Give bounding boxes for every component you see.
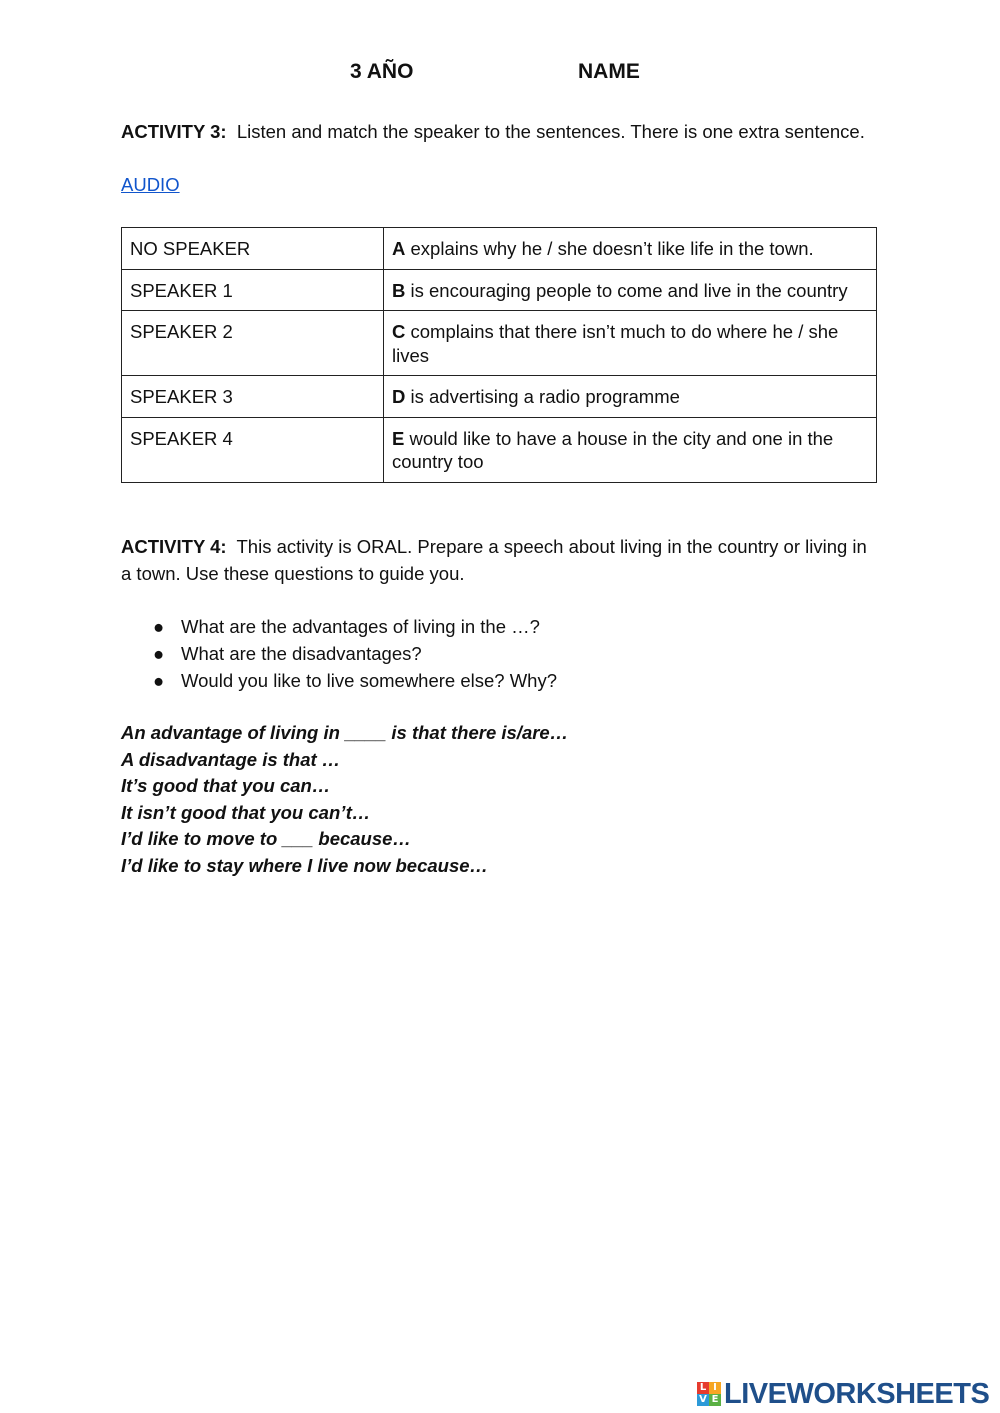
liveworksheets-logo-icon bbox=[697, 1382, 721, 1406]
sentence-text: would like to have a house in the city and one in the country too bbox=[392, 427, 834, 472]
liveworksheets-watermark bbox=[697, 1378, 989, 1410]
watermark-text: LIVEWORKSHEETS bbox=[724, 1377, 990, 1410]
phrase-line: A disadvantage is that … bbox=[121, 748, 341, 770]
question-text: What are the disadvantages? bbox=[181, 643, 422, 664]
question-text: Would you like to live somewhere else? Why? bbox=[181, 670, 557, 691]
activity-3-text: Listen and match the speaker to the sentences. There is one extra sentence. bbox=[236, 121, 865, 142]
sentence-cell bbox=[384, 417, 877, 482]
table-row bbox=[122, 311, 877, 376]
sentence-cell bbox=[384, 311, 877, 376]
table-row bbox=[122, 376, 877, 418]
activity-3-label: ACTIVITY 3: bbox=[121, 121, 227, 142]
activity-3-instructions bbox=[121, 119, 881, 145]
sentence-letter: C bbox=[392, 321, 406, 342]
sentence-letter: E bbox=[392, 427, 405, 449]
sentence-letter: A bbox=[392, 238, 406, 259]
phrase-line: An advantage of living in ____ is that there is/are… bbox=[121, 722, 569, 743]
list-item bbox=[121, 667, 557, 694]
activity-4-text: This activity is ORAL. Prepare a speech about living in the country or living in a town. Use these questions to guide you. bbox=[121, 536, 867, 584]
bullet-icon: ● bbox=[153, 643, 165, 664]
table-row bbox=[122, 228, 877, 270]
matching-table bbox=[121, 227, 877, 483]
list-item bbox=[121, 613, 557, 640]
activity-4-label: ACTIVITY 4: bbox=[121, 536, 227, 557]
sentence-cell bbox=[384, 228, 877, 270]
useful-phrases bbox=[121, 720, 568, 879]
sentence-letter: D bbox=[392, 386, 406, 407]
list-item bbox=[121, 640, 557, 667]
phrase-line: I’d like to stay where I live now because… bbox=[121, 854, 489, 876]
speaker-cell: SPEAKER 3 bbox=[122, 376, 384, 418]
audio-link[interactable]: AUDIO bbox=[121, 174, 180, 195]
sentence-text: complains that there isn’t much to do where he / she lives bbox=[392, 321, 839, 366]
grade-label: 3 AÑO bbox=[350, 60, 414, 83]
phrase-line: It isn’t good that you can’t… bbox=[121, 801, 371, 823]
sentence-letter: B bbox=[392, 279, 406, 301]
speaker-cell: SPEAKER 1 bbox=[122, 269, 384, 311]
phrase-line: I’d like to move to ___ because… bbox=[121, 828, 411, 849]
activity-4-instructions bbox=[121, 533, 881, 587]
guide-questions-list bbox=[121, 613, 557, 694]
worksheet-header bbox=[0, 60, 1000, 90]
logo-letter: L bbox=[697, 1382, 709, 1394]
table-row bbox=[122, 269, 877, 311]
bullet-icon: ● bbox=[153, 670, 165, 691]
sentence-cell bbox=[384, 269, 877, 311]
sentence-text: explains why he / she doesn’t like life in the town. bbox=[410, 238, 814, 259]
sentence-text: is advertising a radio programme bbox=[410, 386, 680, 407]
logo-letter: V bbox=[697, 1394, 709, 1406]
speaker-cell: NO SPEAKER bbox=[122, 228, 384, 270]
logo-letter: I bbox=[709, 1382, 721, 1394]
phrase-line: It’s good that you can… bbox=[121, 775, 331, 796]
sentence-cell bbox=[384, 376, 877, 418]
question-text: What are the advantages of living in the …? bbox=[181, 616, 540, 637]
speaker-cell: SPEAKER 4 bbox=[122, 417, 384, 482]
bullet-icon: ● bbox=[153, 616, 165, 637]
speaker-cell: SPEAKER 2 bbox=[122, 311, 384, 376]
table-row bbox=[122, 417, 877, 482]
sentence-text: is encouraging people to come and live in the country bbox=[410, 279, 848, 301]
logo-letter: E bbox=[709, 1394, 721, 1406]
name-label: NAME bbox=[578, 60, 640, 83]
